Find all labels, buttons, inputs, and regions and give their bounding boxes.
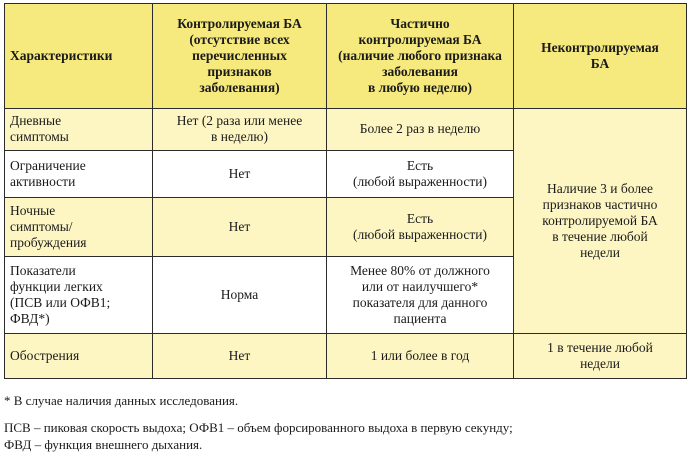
header-partially-controlled: Частично контролируемая БА (наличие любого признака заболевания в любую неделю) <box>327 4 514 109</box>
header-uncontrolled: Неконтролируемая БА <box>514 4 687 109</box>
cell-partially-controlled: Есть (любой выраженности) <box>327 197 514 256</box>
cell-controlled: Норма <box>153 256 327 334</box>
table-row <box>5 334 687 379</box>
table-notes <box>4 392 686 453</box>
cell-controlled: Нет <box>153 151 327 198</box>
asthma-control-table <box>4 3 687 379</box>
cell-partially-controlled: Менее 80% от должного или от наилучшего* показателя для данного пациента <box>327 256 514 334</box>
abbreviation-note-1: ПСВ – пиковая скорость выдоха; ОФВ1 – объем форсированного выдоха в первую секунду; <box>4 420 513 435</box>
row-label-lung-function: Показатели функции легких (ПСВ или ОФВ1; ФВД*) <box>5 256 153 334</box>
cell-controlled: Нет <box>153 334 327 379</box>
row-label-daytime-symptoms: Дневные симптомы <box>5 108 153 150</box>
table-header-row <box>5 4 687 109</box>
cell-uncontrolled-merged: Наличие 3 и более признаков частично контролируемой БА в течение любой недели <box>514 108 687 334</box>
header-characteristics: Характеристики <box>5 4 153 109</box>
cell-partially-controlled: 1 или более в год <box>327 334 514 379</box>
footnote: * В случае наличия данных исследования. <box>4 393 239 408</box>
cell-controlled: Нет (2 раза или менее в неделю) <box>153 108 327 150</box>
cell-controlled: Нет <box>153 197 327 256</box>
header-controlled: Контролируемая БА (отсутствие всех перечисленных признаков заболевания) <box>153 4 327 109</box>
abbreviation-note-2: ФВД – функция внешнего дыхания. <box>4 437 203 452</box>
cell-partially-controlled: Более 2 раз в неделю <box>327 108 514 150</box>
row-label-night-symptoms: Ночные симптомы/ пробуждения <box>5 197 153 256</box>
cell-partially-controlled: Есть (любой выраженности) <box>327 151 514 198</box>
table-row <box>5 108 687 150</box>
cell-uncontrolled: 1 в течение любой недели <box>514 334 687 379</box>
row-label-exacerbations: Обострения <box>5 334 153 379</box>
row-label-activity-limitation: Ограничение активности <box>5 151 153 198</box>
